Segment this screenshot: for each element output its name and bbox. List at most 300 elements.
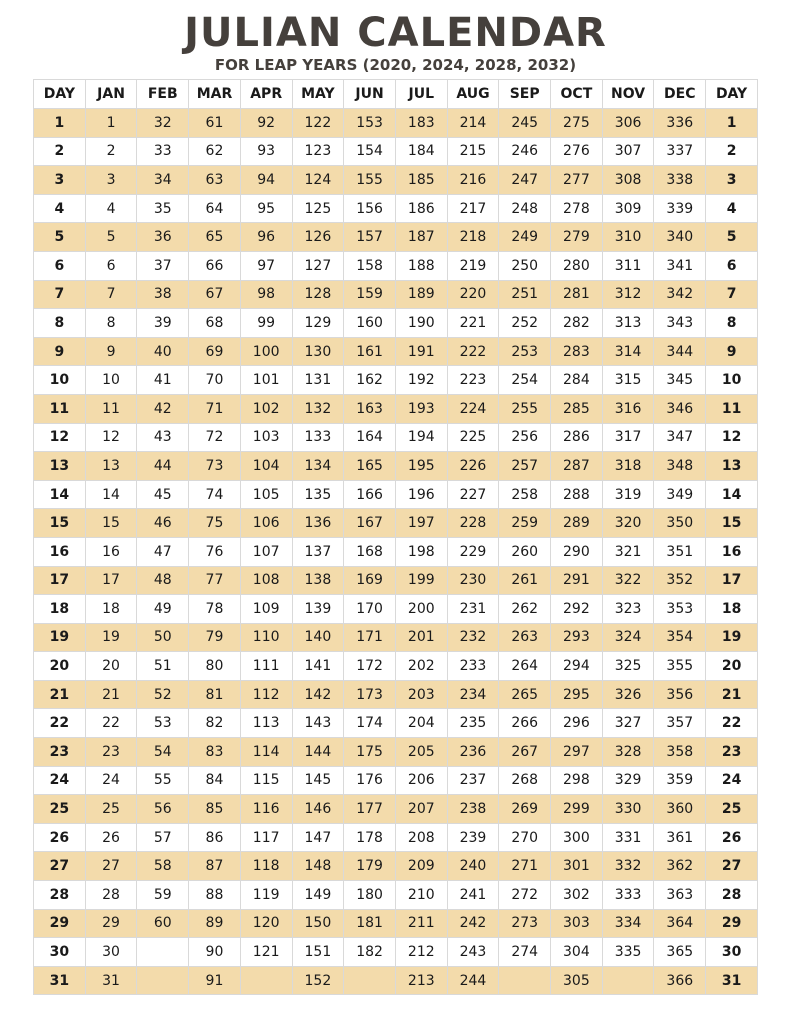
day-number-cell: 7	[706, 280, 758, 309]
julian-day-cell: 301	[551, 852, 603, 881]
julian-day-cell: 139	[292, 595, 344, 624]
julian-day-cell: 79	[189, 623, 241, 652]
day-number-cell: 30	[34, 938, 86, 967]
julian-day-cell: 360	[654, 795, 706, 824]
julian-day-cell: 308	[602, 166, 654, 195]
day-number-cell: 28	[34, 881, 86, 910]
julian-day-cell: 247	[499, 166, 551, 195]
julian-day-cell: 22	[85, 709, 137, 738]
julian-day-cell: 143	[292, 709, 344, 738]
julian-day-cell: 310	[602, 223, 654, 252]
julian-day-cell: 147	[292, 823, 344, 852]
julian-day-cell: 15	[85, 509, 137, 538]
julian-day-cell: 140	[292, 623, 344, 652]
julian-day-cell: 340	[654, 223, 706, 252]
day-number-cell: 25	[34, 795, 86, 824]
julian-day-cell: 20	[85, 652, 137, 681]
table-row	[34, 423, 758, 452]
julian-day-cell: 201	[395, 623, 447, 652]
julian-day-cell: 10	[85, 366, 137, 395]
julian-day-cell: 63	[189, 166, 241, 195]
day-number-cell: 27	[34, 852, 86, 881]
julian-day-cell: 210	[395, 881, 447, 910]
julian-day-cell: 21	[85, 680, 137, 709]
column-header: OCT	[551, 80, 603, 109]
day-number-cell: 20	[706, 652, 758, 681]
julian-day-cell: 69	[189, 337, 241, 366]
table-row	[34, 623, 758, 652]
julian-day-cell: 60	[137, 909, 189, 938]
julian-day-cell: 82	[189, 709, 241, 738]
julian-day-cell: 288	[551, 480, 603, 509]
julian-day-cell: 87	[189, 852, 241, 881]
julian-day-cell: 107	[240, 537, 292, 566]
table-header	[34, 80, 758, 109]
julian-day-cell: 81	[189, 680, 241, 709]
julian-day-cell: 248	[499, 194, 551, 223]
julian-day-cell: 142	[292, 680, 344, 709]
table-row	[34, 251, 758, 280]
day-number-cell: 8	[706, 309, 758, 338]
julian-day-cell: 46	[137, 509, 189, 538]
julian-day-cell: 183	[395, 109, 447, 138]
julian-day-cell: 151	[292, 938, 344, 967]
julian-day-cell: 50	[137, 623, 189, 652]
julian-day-cell: 66	[189, 251, 241, 280]
julian-day-cell: 317	[602, 423, 654, 452]
julian-day-cell: 223	[447, 366, 499, 395]
julian-day-cell: 171	[344, 623, 396, 652]
julian-day-cell: 162	[344, 366, 396, 395]
julian-day-cell: 359	[654, 766, 706, 795]
julian-day-cell: 4	[85, 194, 137, 223]
day-number-cell: 15	[706, 509, 758, 538]
julian-day-cell: 112	[240, 680, 292, 709]
day-number-cell: 14	[34, 480, 86, 509]
julian-day-cell: 312	[602, 280, 654, 309]
julian-day-cell: 98	[240, 280, 292, 309]
julian-day-cell: 80	[189, 652, 241, 681]
day-number-cell: 10	[706, 366, 758, 395]
julian-day-cell: 329	[602, 766, 654, 795]
julian-day-cell: 336	[654, 109, 706, 138]
julian-day-cell: 134	[292, 452, 344, 481]
julian-day-cell: 240	[447, 852, 499, 881]
julian-day-cell: 276	[551, 137, 603, 166]
julian-day-cell: 164	[344, 423, 396, 452]
julian-day-cell: 49	[137, 595, 189, 624]
julian-day-cell: 320	[602, 509, 654, 538]
column-header: DAY	[34, 80, 86, 109]
julian-day-cell: 252	[499, 309, 551, 338]
day-number-cell: 6	[706, 251, 758, 280]
julian-day-cell: 239	[447, 823, 499, 852]
julian-day-cell: 17	[85, 566, 137, 595]
day-number-cell: 29	[706, 909, 758, 938]
julian-day-cell: 342	[654, 280, 706, 309]
julian-day-cell: 219	[447, 251, 499, 280]
julian-day-cell: 297	[551, 738, 603, 767]
table-row	[34, 595, 758, 624]
julian-day-cell: 298	[551, 766, 603, 795]
table-row	[34, 709, 758, 738]
julian-day-cell: 155	[344, 166, 396, 195]
julian-day-cell: 346	[654, 394, 706, 423]
day-number-cell: 31	[706, 966, 758, 995]
table-row	[34, 194, 758, 223]
julian-day-cell: 270	[499, 823, 551, 852]
julian-day-cell: 343	[654, 309, 706, 338]
table-row	[34, 852, 758, 881]
julian-day-cell: 105	[240, 480, 292, 509]
julian-day-cell: 291	[551, 566, 603, 595]
julian-day-cell: 198	[395, 537, 447, 566]
table-row	[34, 738, 758, 767]
julian-day-cell: 187	[395, 223, 447, 252]
julian-day-cell: 89	[189, 909, 241, 938]
julian-day-cell: 9	[85, 337, 137, 366]
julian-day-cell: 64	[189, 194, 241, 223]
julian-day-cell: 304	[551, 938, 603, 967]
day-number-cell: 19	[34, 623, 86, 652]
julian-day-cell: 318	[602, 452, 654, 481]
day-number-cell: 16	[706, 537, 758, 566]
julian-day-cell: 244	[447, 966, 499, 995]
julian-day-cell: 177	[344, 795, 396, 824]
julian-day-cell: 12	[85, 423, 137, 452]
julian-day-cell: 245	[499, 109, 551, 138]
julian-day-cell: 350	[654, 509, 706, 538]
julian-day-cell: 349	[654, 480, 706, 509]
julian-day-cell: 108	[240, 566, 292, 595]
julian-day-cell: 243	[447, 938, 499, 967]
julian-day-cell: 146	[292, 795, 344, 824]
julian-day-cell: 251	[499, 280, 551, 309]
table-row	[34, 166, 758, 195]
julian-day-cell: 68	[189, 309, 241, 338]
julian-day-cell	[240, 966, 292, 995]
julian-day-cell: 295	[551, 680, 603, 709]
day-number-cell: 27	[706, 852, 758, 881]
julian-day-cell: 3	[85, 166, 137, 195]
julian-day-cell: 148	[292, 852, 344, 881]
julian-day-cell	[602, 966, 654, 995]
day-number-cell: 5	[706, 223, 758, 252]
julian-day-cell: 321	[602, 537, 654, 566]
julian-day-cell: 91	[189, 966, 241, 995]
julian-day-cell: 167	[344, 509, 396, 538]
day-number-cell: 7	[34, 280, 86, 309]
day-number-cell: 31	[34, 966, 86, 995]
julian-day-cell: 237	[447, 766, 499, 795]
table-row	[34, 909, 758, 938]
julian-day-cell: 29	[85, 909, 137, 938]
table-row	[34, 537, 758, 566]
julian-day-cell: 255	[499, 394, 551, 423]
table-row	[34, 795, 758, 824]
julian-day-cell: 353	[654, 595, 706, 624]
julian-day-cell: 101	[240, 366, 292, 395]
julian-day-cell: 176	[344, 766, 396, 795]
day-number-cell: 20	[34, 652, 86, 681]
julian-day-cell: 85	[189, 795, 241, 824]
julian-day-cell: 125	[292, 194, 344, 223]
julian-day-cell: 150	[292, 909, 344, 938]
column-header: DAY	[706, 80, 758, 109]
julian-day-cell: 32	[137, 109, 189, 138]
julian-day-cell: 358	[654, 738, 706, 767]
julian-day-cell: 53	[137, 709, 189, 738]
julian-day-cell: 19	[85, 623, 137, 652]
column-header: JUL	[395, 80, 447, 109]
julian-day-cell: 197	[395, 509, 447, 538]
julian-day-cell: 52	[137, 680, 189, 709]
julian-day-cell: 188	[395, 251, 447, 280]
julian-day-cell: 314	[602, 337, 654, 366]
day-number-cell: 9	[34, 337, 86, 366]
table-row	[34, 509, 758, 538]
julian-day-cell: 263	[499, 623, 551, 652]
julian-day-cell: 174	[344, 709, 396, 738]
julian-day-cell: 121	[240, 938, 292, 967]
julian-day-cell: 323	[602, 595, 654, 624]
julian-day-cell: 67	[189, 280, 241, 309]
julian-day-cell: 170	[344, 595, 396, 624]
table-row	[34, 309, 758, 338]
julian-day-cell: 232	[447, 623, 499, 652]
julian-day-cell: 149	[292, 881, 344, 910]
julian-day-cell: 293	[551, 623, 603, 652]
julian-day-cell: 92	[240, 109, 292, 138]
julian-day-cell: 280	[551, 251, 603, 280]
julian-day-cell: 234	[447, 680, 499, 709]
julian-day-cell: 37	[137, 251, 189, 280]
julian-day-cell: 136	[292, 509, 344, 538]
column-header: DEC	[654, 80, 706, 109]
julian-day-cell: 271	[499, 852, 551, 881]
julian-day-cell: 103	[240, 423, 292, 452]
julian-day-cell: 328	[602, 738, 654, 767]
table-row	[34, 966, 758, 995]
julian-day-cell: 169	[344, 566, 396, 595]
julian-day-cell	[137, 966, 189, 995]
table-row	[34, 680, 758, 709]
julian-day-cell: 264	[499, 652, 551, 681]
julian-day-cell: 289	[551, 509, 603, 538]
julian-day-cell: 224	[447, 394, 499, 423]
day-number-cell: 11	[706, 394, 758, 423]
julian-day-cell: 43	[137, 423, 189, 452]
julian-day-cell: 26	[85, 823, 137, 852]
julian-day-cell: 272	[499, 881, 551, 910]
julian-day-cell: 213	[395, 966, 447, 995]
julian-day-cell: 363	[654, 881, 706, 910]
julian-day-cell: 313	[602, 309, 654, 338]
julian-day-cell: 357	[654, 709, 706, 738]
julian-day-cell: 168	[344, 537, 396, 566]
julian-day-cell: 62	[189, 137, 241, 166]
julian-day-cell: 106	[240, 509, 292, 538]
julian-day-cell: 173	[344, 680, 396, 709]
julian-day-cell: 141	[292, 652, 344, 681]
julian-day-cell: 154	[344, 137, 396, 166]
julian-day-cell: 126	[292, 223, 344, 252]
table-body	[34, 109, 758, 995]
julian-day-cell: 348	[654, 452, 706, 481]
julian-day-cell: 99	[240, 309, 292, 338]
julian-day-cell: 124	[292, 166, 344, 195]
julian-day-cell: 250	[499, 251, 551, 280]
table-row	[34, 938, 758, 967]
julian-day-cell: 44	[137, 452, 189, 481]
table-row	[34, 480, 758, 509]
table-row	[34, 280, 758, 309]
julian-day-cell: 129	[292, 309, 344, 338]
julian-day-cell: 259	[499, 509, 551, 538]
julian-day-cell: 284	[551, 366, 603, 395]
julian-day-cell: 229	[447, 537, 499, 566]
julian-day-cell: 227	[447, 480, 499, 509]
day-number-cell: 1	[34, 109, 86, 138]
julian-day-cell: 202	[395, 652, 447, 681]
julian-day-cell: 30	[85, 938, 137, 967]
table-row	[34, 766, 758, 795]
julian-day-cell: 356	[654, 680, 706, 709]
julian-day-cell: 160	[344, 309, 396, 338]
julian-calendar-table	[33, 79, 758, 995]
julian-day-cell: 333	[602, 881, 654, 910]
julian-day-cell: 70	[189, 366, 241, 395]
julian-day-cell: 215	[447, 137, 499, 166]
julian-day-cell: 5	[85, 223, 137, 252]
julian-day-cell: 230	[447, 566, 499, 595]
day-number-cell: 19	[706, 623, 758, 652]
julian-day-cell: 316	[602, 394, 654, 423]
julian-day-cell: 326	[602, 680, 654, 709]
julian-day-cell: 59	[137, 881, 189, 910]
julian-day-cell: 153	[344, 109, 396, 138]
day-number-cell: 12	[706, 423, 758, 452]
column-header: APR	[240, 80, 292, 109]
julian-day-cell: 332	[602, 852, 654, 881]
julian-day-cell: 226	[447, 452, 499, 481]
julian-day-cell: 338	[654, 166, 706, 195]
julian-day-cell: 193	[395, 394, 447, 423]
table-row	[34, 137, 758, 166]
julian-day-cell: 325	[602, 652, 654, 681]
day-number-cell: 30	[706, 938, 758, 967]
julian-day-cell: 206	[395, 766, 447, 795]
julian-day-cell: 217	[447, 194, 499, 223]
julian-day-cell: 35	[137, 194, 189, 223]
column-header: FEB	[137, 80, 189, 109]
julian-day-cell: 285	[551, 394, 603, 423]
julian-day-cell: 163	[344, 394, 396, 423]
table-row	[34, 881, 758, 910]
julian-day-cell: 45	[137, 480, 189, 509]
julian-day-cell: 294	[551, 652, 603, 681]
julian-day-cell: 54	[137, 738, 189, 767]
julian-day-cell: 144	[292, 738, 344, 767]
julian-day-cell: 137	[292, 537, 344, 566]
julian-day-cell: 166	[344, 480, 396, 509]
julian-day-cell: 203	[395, 680, 447, 709]
julian-day-cell: 100	[240, 337, 292, 366]
julian-day-cell: 311	[602, 251, 654, 280]
julian-day-cell: 175	[344, 738, 396, 767]
column-header: MAR	[189, 80, 241, 109]
julian-day-cell: 189	[395, 280, 447, 309]
julian-day-cell: 355	[654, 652, 706, 681]
day-number-cell: 16	[34, 537, 86, 566]
julian-day-cell: 7	[85, 280, 137, 309]
julian-day-cell: 195	[395, 452, 447, 481]
julian-day-cell: 221	[447, 309, 499, 338]
day-number-cell: 3	[706, 166, 758, 195]
julian-day-cell: 185	[395, 166, 447, 195]
julian-day-cell: 95	[240, 194, 292, 223]
day-number-cell: 3	[34, 166, 86, 195]
julian-day-cell: 191	[395, 337, 447, 366]
julian-day-cell: 61	[189, 109, 241, 138]
julian-day-cell: 305	[551, 966, 603, 995]
day-number-cell: 18	[706, 595, 758, 624]
julian-day-cell: 231	[447, 595, 499, 624]
julian-day-cell: 268	[499, 766, 551, 795]
julian-day-cell: 249	[499, 223, 551, 252]
julian-day-cell: 225	[447, 423, 499, 452]
julian-day-cell: 88	[189, 881, 241, 910]
table-row	[34, 337, 758, 366]
julian-day-cell: 205	[395, 738, 447, 767]
day-number-cell: 5	[34, 223, 86, 252]
julian-day-cell: 241	[447, 881, 499, 910]
julian-day-cell: 78	[189, 595, 241, 624]
julian-day-cell: 300	[551, 823, 603, 852]
column-header: SEP	[499, 80, 551, 109]
julian-day-cell: 278	[551, 194, 603, 223]
day-number-cell: 2	[34, 137, 86, 166]
julian-day-cell: 11	[85, 394, 137, 423]
julian-day-cell: 135	[292, 480, 344, 509]
julian-day-cell: 290	[551, 537, 603, 566]
julian-day-cell: 196	[395, 480, 447, 509]
column-header: JUN	[344, 80, 396, 109]
julian-day-cell: 287	[551, 452, 603, 481]
julian-day-cell: 212	[395, 938, 447, 967]
julian-day-cell: 344	[654, 337, 706, 366]
julian-day-cell: 86	[189, 823, 241, 852]
julian-day-cell: 111	[240, 652, 292, 681]
julian-day-cell: 28	[85, 881, 137, 910]
julian-day-cell: 299	[551, 795, 603, 824]
julian-day-cell: 200	[395, 595, 447, 624]
julian-day-cell: 128	[292, 280, 344, 309]
day-number-cell: 1	[706, 109, 758, 138]
julian-day-cell: 361	[654, 823, 706, 852]
day-number-cell: 4	[706, 194, 758, 223]
julian-day-cell: 131	[292, 366, 344, 395]
julian-day-cell: 122	[292, 109, 344, 138]
julian-day-cell: 133	[292, 423, 344, 452]
day-number-cell: 18	[34, 595, 86, 624]
julian-day-cell: 41	[137, 366, 189, 395]
page-subtitle: FOR LEAP YEARS (2020, 2024, 2028, 2032)	[214, 56, 577, 74]
julian-day-cell: 222	[447, 337, 499, 366]
julian-day-cell: 192	[395, 366, 447, 395]
julian-day-cell: 73	[189, 452, 241, 481]
day-number-cell: 26	[34, 823, 86, 852]
